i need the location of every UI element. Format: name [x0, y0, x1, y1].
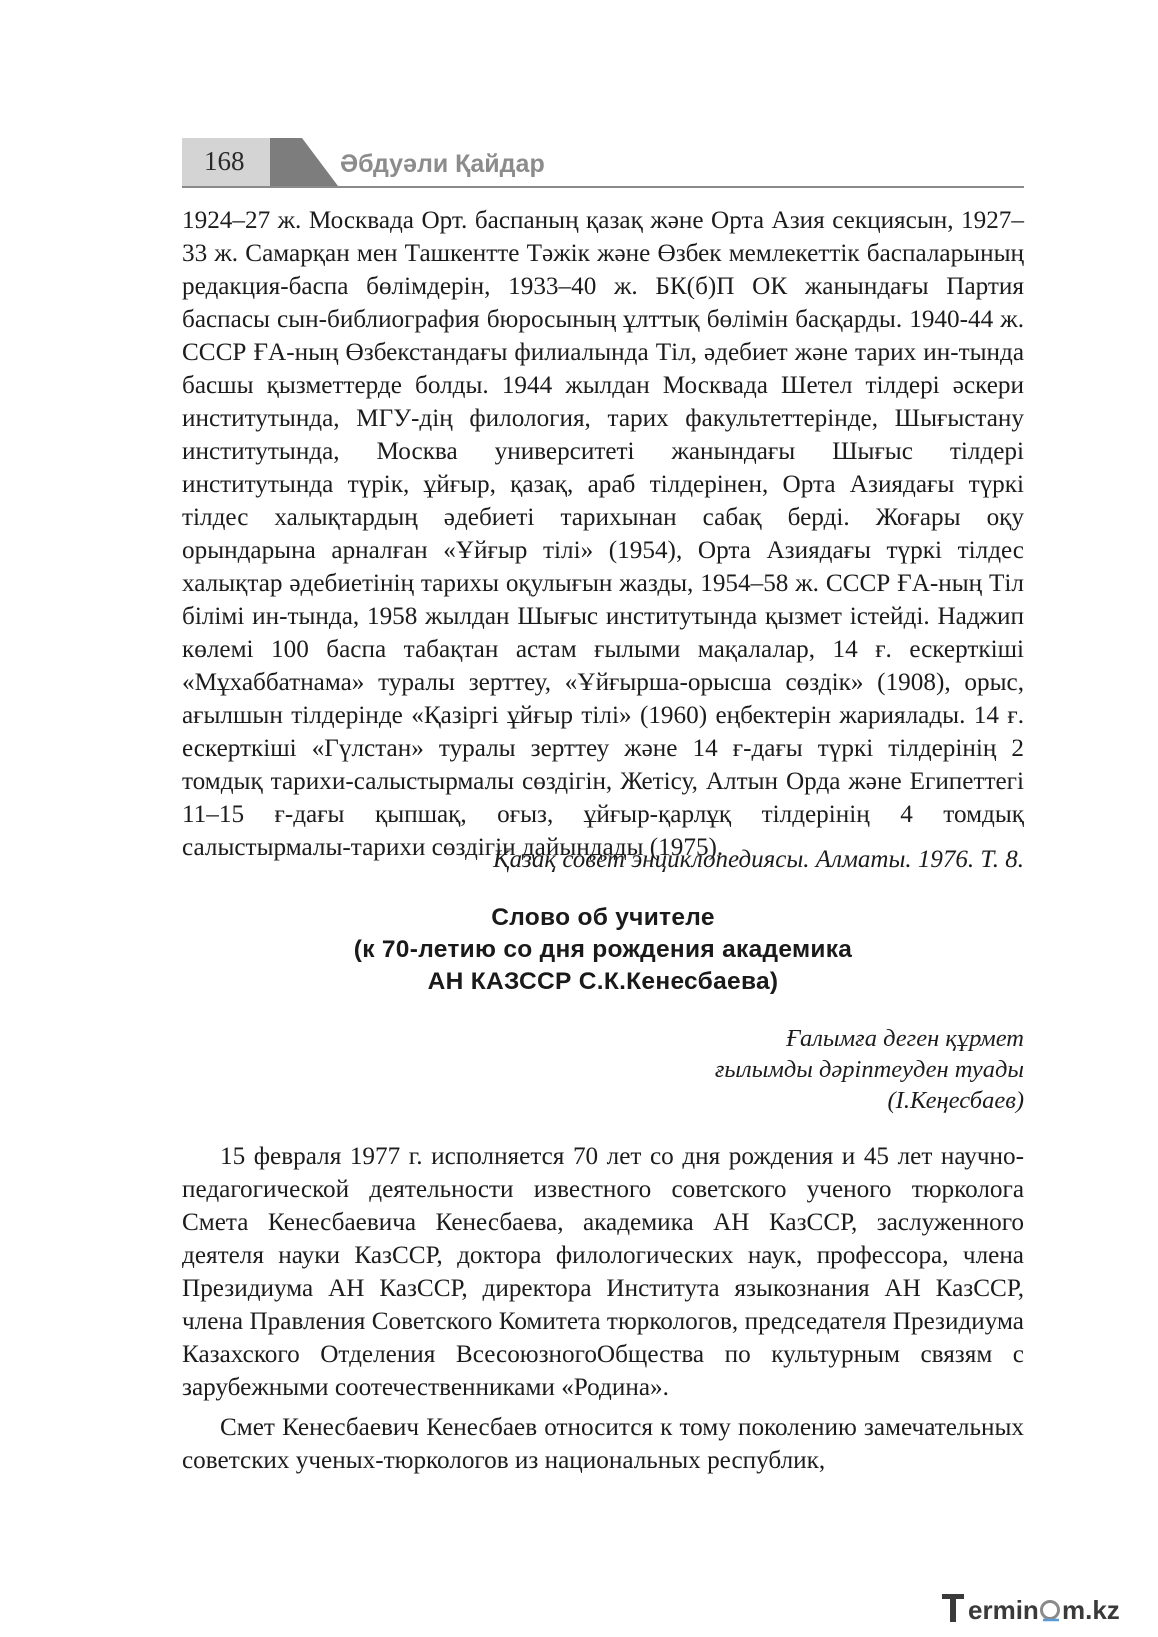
running-header	[182, 138, 1024, 190]
watermark-logo-image	[940, 1590, 1140, 1626]
section-title-line-2: (к 70-летию со дня рождения академика	[353, 936, 853, 963]
watermark-logo	[940, 1590, 1140, 1626]
epigraph-line-2: ғылымды дәріптеуден туады	[714, 1056, 1024, 1083]
article-paragraph-1: 15 февраля 1977 г. исполняется 70 лет со дня рождения и 45 лет научно-педагогической деятельности известного советского ученого тюрколога Смета Кенесбаевича Кенесбаева, академика АН КазССР, заслуженного деятеля науки КазССР, доктора филологических наук, профессора, члена Президиума АН КазССР, директора Института языкознания АН КазССР, члена Правления Советского Комитета тюркологов, председателя Президиума Казахского Отделения ВсесоюзногоОбщества по культурным связям с зарубежными соотечественниками «Родина».	[182, 1143, 1024, 1401]
bio-text: 1924–27 ж. Москвада Орт. баспаның қазақ және Орта Азия секциясын, 1927–33 ж. Самарқан мен Ташкентте Тәжік және Өзбек мемлекеттік баспаларының редакция-баспа бөлімдерін, 1933–40 ж. БК(б)П ОК жанындағы Партия баспасы сын-библиография бюросының ұлттық бөлімін басқарды. 1940-44 ж. СССР ҒА-ның Өзбекстандағы филиалында Тіл, әдебиет және тарих ин-тында басшы қызметтерде болды. 1944 жылдан Москвада Шетел тілдері әскери институтында, МГУ-дің филология, тарих факультеттерінде, Шығыстану институтында, Москва университеті жанындағы Шығыс тілдері институтында түрік, ұйғыр, қазақ, араб тілдерінен, Орта Азиядағы түркі тілдес халықтардың әдебиеті тарихынан сабақ берді. Жоғары оқу орындарына арналған «Ұйғыр тілі» (1954), Орта Азиядағы түркі тілдес халықтар әдебиетінің тарихы оқулығын жазды, 1954–58 ж. СССР ҒА-ның Тіл білімі ин-тында, 1958 жылдан Шығыс институтында қызмет істейді. Наджип көлемі 100 баспа табақтан астам ғылыми мақалалар, 14 ғ. ескерткіші «Мұхаббатнама» туралы зерттеу, «Ұйғырша-орысша сөздік» (1908), орыс, ағылшын тілдерінде «Қазіргі ұйғыр тілі» (1960) еңбектерін жариялады. 14 ғ. ескерткіші «Гүлстан» туралы зерттеу және 14 ғ-дағы түркі тілдерінің 2 томдық тарихи-салыстырмалы сөздігін, Жетісу, Алтын Орда және Египеттегі 11–15 ғ-дағы қыпшақ, оғыз, ұйғыр-қарлұқ тілдерінің 4 томдық салыстырмалы-тарихи сөздігін дайындады (1975).	[182, 207, 1024, 861]
page-number: 168	[204, 146, 245, 176]
section-title-line-3: АН КАЗССР С.К.Кенесбаева)	[427, 968, 779, 995]
section-title-line-1: Слово об учителе	[491, 904, 715, 931]
running-author: Әбдуәли Қайдар	[340, 150, 545, 178]
bio-paragraph	[182, 204, 1024, 864]
source-citation: Қазақ совет энциклопедиясы. Алматы. 1976. Т. 8.	[493, 846, 1024, 873]
epigraph-line-1: Ғалымға деген құрмет	[786, 1025, 1024, 1052]
header-rule	[182, 186, 1024, 188]
epigraph-attribution: (І.Кеңесбаев)	[887, 1087, 1024, 1114]
epigraph	[182, 1023, 1024, 1116]
article-paragraph-2: Смет Кенесбаевич Кенесбаев относится к тому поколению замечательных советских ученых-тюркологов из национальных республик,	[182, 1414, 1024, 1474]
svg-text:ermin: ermin	[968, 1595, 1039, 1625]
svg-text:m.kz: m.kz	[1062, 1595, 1120, 1625]
section-title	[182, 902, 1024, 998]
article-body	[182, 1140, 1024, 1477]
